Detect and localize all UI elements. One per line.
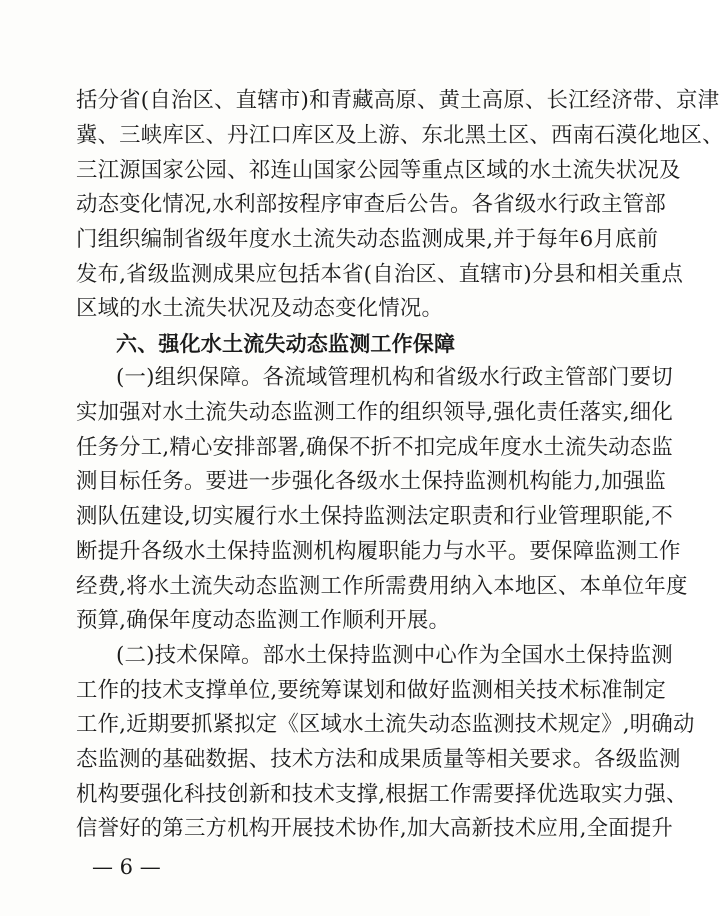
- body-line: 预算,确保年度动态监测工作顺利开展。: [76, 608, 451, 633]
- body-line: 门组织编制省级年度水土流失动态监测成果,并于每年6月底前: [76, 227, 659, 252]
- body-line: 态监测的基础数据、技术方法和成果质量等相关要求。各级监测: [76, 747, 681, 772]
- body-line: 测目标任务。要进一步强化各级水土保持监测机构能力,加强监: [76, 469, 666, 494]
- body-line: 经费,将水土流失动态监测工作所需费用纳入本地区、本单位年度: [76, 574, 688, 599]
- section-heading: 六、强化水土流失动态监测工作保障: [116, 332, 456, 356]
- body-line: 冀、三峡库区、丹江口库区及上游、东北黑土区、西南石漠化地区、: [76, 123, 724, 148]
- body-line: 机构要强化科技创新和技术支撑,根据工作需要择优选取实力强、: [76, 782, 688, 807]
- body-line: 测队伍建设,切实履行水土保持监测法定职责和行业管理职能,不: [76, 504, 673, 529]
- body-line: 括分省(自治区、直辖市)和青藏高原、黄土高原、长江经济带、京津: [76, 88, 720, 113]
- page-number: — 6 —: [92, 855, 161, 879]
- body-line: 任务分工,精心安排部署,确保不折不扣完成年度水土流失动态监: [76, 435, 673, 460]
- body-line: 信誉好的第三方机构开展技术协作,加大高新技术应用,全面提升: [76, 816, 673, 841]
- body-line: 断提升各级水土保持监测机构履职能力与水平。要保障监测工作: [76, 539, 681, 564]
- body-line: 发布,省级监测成果应包括本省(自治区、直辖市)分县和相关重点: [76, 262, 684, 287]
- body-line: 区域的水土流失状况及动态变化情况。: [76, 296, 444, 321]
- body-line: 工作的技术支撑单位,要统筹谋划和做好监测相关技术标准制定: [76, 678, 666, 703]
- paragraph-first-line: (二)技术保障。部水土保持监测中心作为全国水土保持监测: [116, 643, 673, 668]
- body-line: 工作,近期要抓紧拟定《区域水土流失动态监测技术规定》,明确动: [76, 712, 695, 737]
- body-line: 实加强对水土流失动态监测工作的组织领导,强化责任落实,细化: [76, 400, 673, 425]
- paragraph-first-line: (一)组织保障。各流域管理机构和省级水行政主管部门要切: [116, 365, 673, 390]
- body-line: 动态变化情况,水利部按程序审查后公告。各省级水行政主管部: [76, 192, 666, 217]
- body-line: 三江源国家公园、祁连山国家公园等重点区域的水土流失状况及: [76, 158, 681, 183]
